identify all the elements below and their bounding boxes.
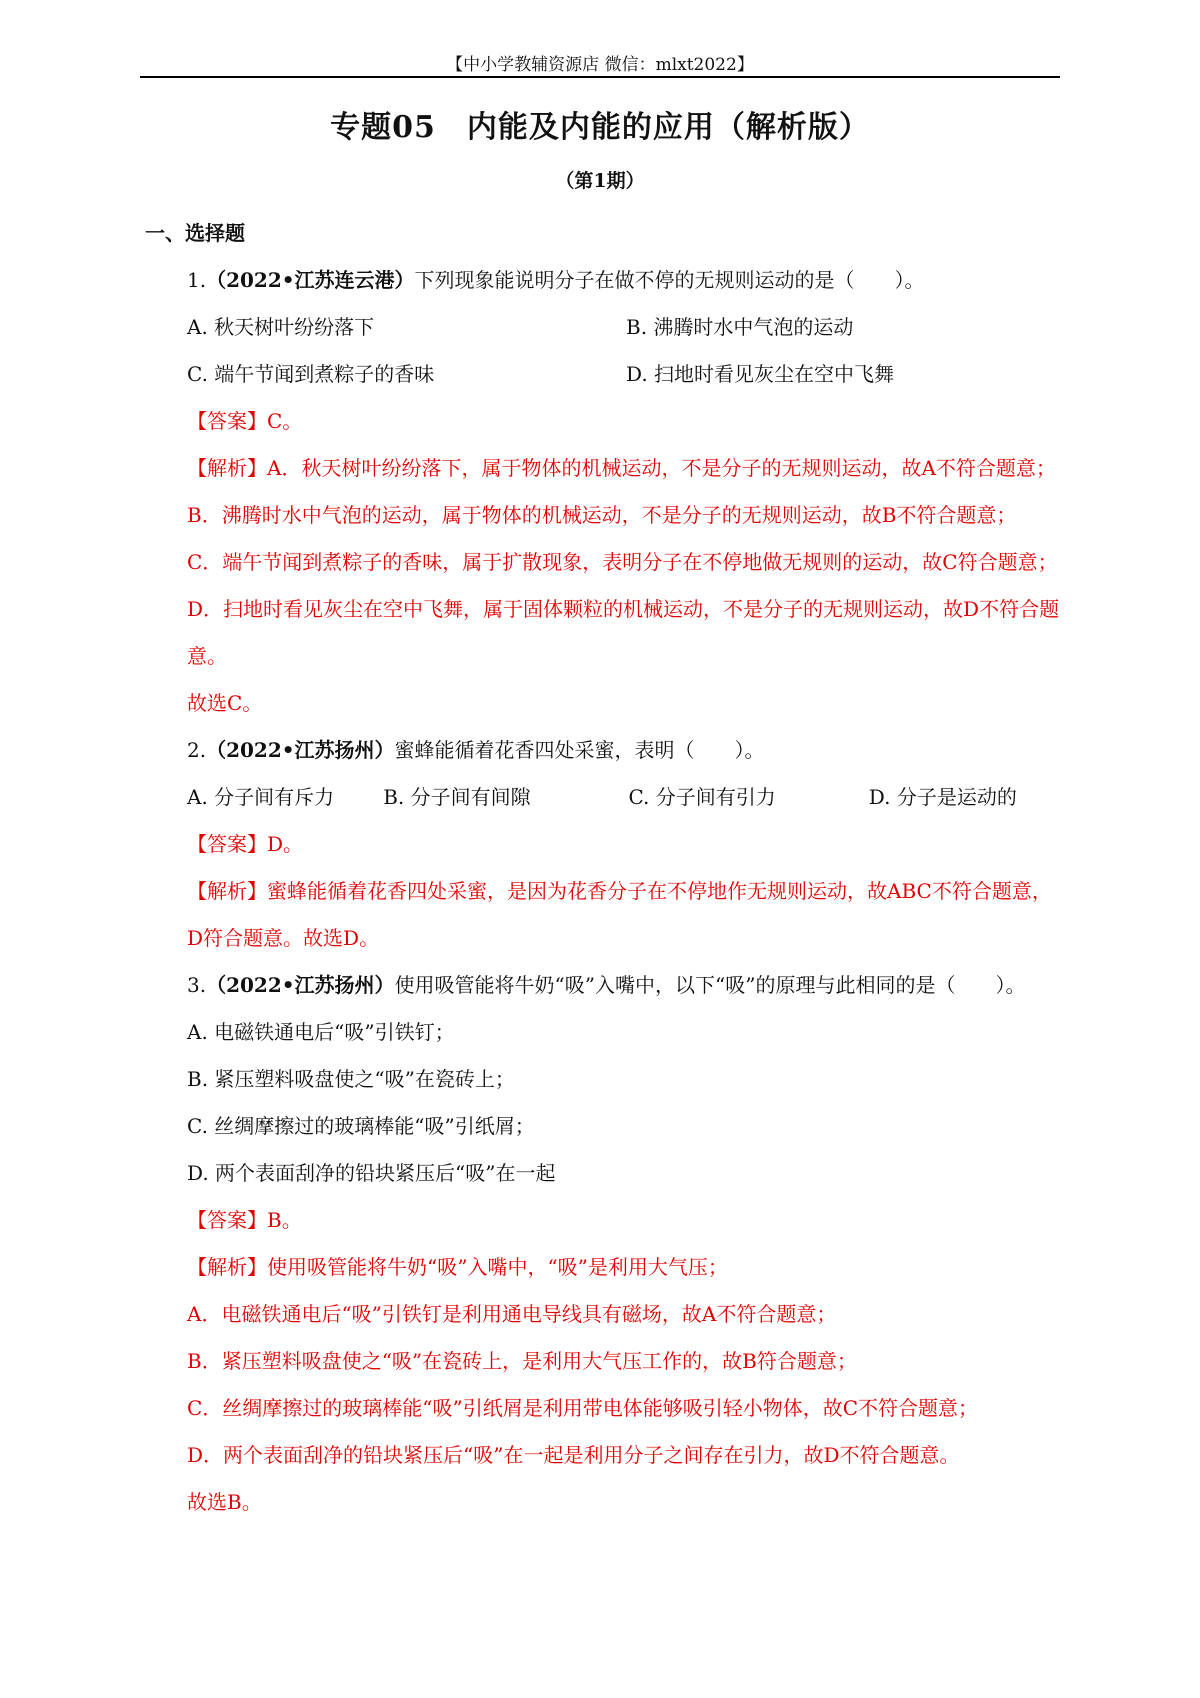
question-3-conclusion: 故选B。 <box>187 1490 262 1514</box>
question-1-options-row-1 <box>145 304 1065 351</box>
option-b: B. 紧压塑料吸盘使之“吸”在瓷砖上； <box>187 1067 515 1091</box>
question-source: （2022•江苏连云港） <box>206 268 415 292</box>
analysis-label: 【解析】 <box>187 1255 267 1279</box>
question-3-answer: 【答案】B。 <box>187 1208 302 1232</box>
option-c: C. 分子间有引力 <box>628 785 776 809</box>
question-1-analysis-c: C．端午节闻到煮粽子的香味，属于扩散现象，表明分子在不停地做无规则的运动，故C符合题意； <box>187 550 1058 574</box>
question-3-analysis-intro <box>145 1244 1065 1291</box>
question-3-analysis-b: B．紧压塑料吸盘使之“吸”在瓷砖上，是利用大气压工作的，故B符合题意； <box>187 1349 857 1373</box>
header-text: 【中小学教辅资源店 微信：mlxt2022】 <box>446 55 754 75</box>
question-text: 蜜蜂能循着花香四处采蜜，表明（ ）。 <box>394 738 765 762</box>
page-header <box>140 0 1060 78</box>
option-b: B. 分子间有间隙 <box>383 785 531 809</box>
option-a: A. 电磁铁通电后“吸”引铁钉； <box>187 1020 455 1044</box>
question-number: 1. <box>187 268 207 292</box>
analysis-text: A．秋天树叶纷纷落下，属于物体的机械运动，不是分子的无规则运动，故A不符合题意； <box>267 456 1056 480</box>
question-1-answer: 【答案】C。 <box>187 409 303 433</box>
question-1-stem <box>145 257 1065 304</box>
question-1-analysis-b: B．沸腾时水中气泡的运动，属于物体的机械运动，不是分子的无规则运动，故B不符合题意； <box>187 503 1017 527</box>
question-1-analysis-a <box>145 445 1065 492</box>
question-3-analysis-a: A．电磁铁通电后“吸”引铁钉是利用通电导线具有磁场，故A不符合题意； <box>187 1302 837 1326</box>
question-number: 3. <box>187 973 207 997</box>
question-number: 2. <box>187 738 207 762</box>
option-c: C. 丝绸摩擦过的玻璃棒能“吸”引纸屑； <box>187 1114 535 1138</box>
question-3-analysis-d: D．两个表面刮净的铅块紧压后“吸”在一起是利用分子之间存在引力，故D不符合题意。 <box>187 1443 960 1467</box>
section-heading: 一、选择题 <box>145 221 245 245</box>
option-a: A. 秋天树叶纷纷落下 <box>187 315 375 339</box>
question-text: 下列现象能说明分子在做不停的无规则运动的是（ ）。 <box>414 268 925 292</box>
question-text: 使用吸管能将牛奶“吸”入嘴中，以下“吸”的原理与此相同的是（ ）。 <box>394 973 1026 997</box>
question-3-stem <box>145 962 1065 1009</box>
analysis-label: 【解析】 <box>187 456 267 480</box>
option-b: B. 沸腾时水中气泡的运动 <box>626 315 854 339</box>
option-d: D. 分子是运动的 <box>868 785 1017 809</box>
option-d: D. 扫地时看见灰尘在空中飞舞 <box>626 362 895 386</box>
document-subtitle: （第1期） <box>555 170 645 192</box>
option-a: A. 分子间有斥力 <box>187 785 335 809</box>
analysis-text: 蜜蜂能循着花香四处采蜜，是因为花香分子在不停地作无规则运动，故ABC不符合题意，D符合题意。故选D。 <box>187 879 1052 950</box>
question-source: （2022•江苏扬州） <box>206 738 395 762</box>
question-1-analysis-d: D．扫地时看见灰尘在空中飞舞，属于固体颗粒的机械运动，不是分子的无规则运动，故D不符合题意。 <box>187 597 1060 668</box>
question-1-options-row-2 <box>145 351 1065 398</box>
question-2-answer: 【答案】D。 <box>187 832 304 856</box>
question-2-stem <box>145 727 1065 774</box>
question-1-conclusion: 故选C。 <box>187 691 263 715</box>
analysis-text: 使用吸管能将牛奶“吸”入嘴中，“吸”是利用大气压； <box>267 1255 728 1279</box>
question-3-analysis-c: C．丝绸摩擦过的玻璃棒能“吸”引纸屑是利用带电体能够吸引轻小物体，故C不符合题意； <box>187 1396 979 1420</box>
question-source: （2022•江苏扬州） <box>206 973 395 997</box>
document-body <box>145 210 1065 1526</box>
option-d: D. 两个表面刮净的铅块紧压后“吸”在一起 <box>187 1161 556 1185</box>
question-2-analysis <box>145 868 1065 962</box>
document-title: 专题05 内能及内能的应用（解析版） <box>330 110 870 145</box>
question-2-options <box>145 774 1065 821</box>
analysis-label: 【解析】 <box>187 879 267 903</box>
option-c: C. 端午节闻到煮粽子的香味 <box>187 362 435 386</box>
